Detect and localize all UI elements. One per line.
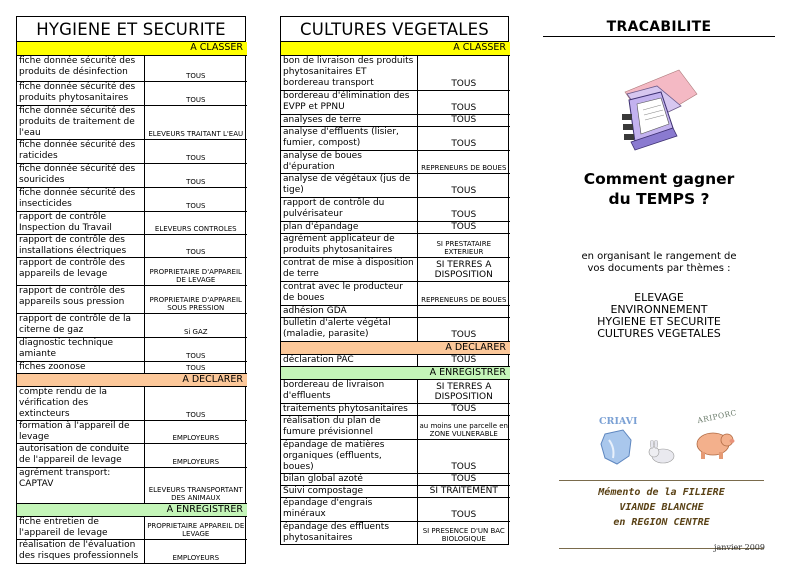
cover-title: TRACABILITE — [606, 19, 712, 35]
headline-line1: Comment gagner — [583, 170, 735, 188]
ariporc-logo-text: ARIPORC — [696, 407, 738, 426]
document-label: fiche donnée sécurité des produits de désinfection — [17, 55, 144, 81]
theme-item: ENVIRONNEMENT — [610, 303, 708, 316]
theme-item: CULTURES VEGETALES — [597, 327, 721, 340]
table-row — [281, 197, 510, 221]
section-label: A DECLARER — [17, 373, 247, 386]
edition-date: janvier 2009 — [714, 543, 765, 552]
document-label: traitements phytosanitaires — [281, 403, 417, 415]
document-label: analyse de végétaux (jus de tige) — [281, 173, 417, 197]
table-row — [281, 497, 510, 521]
concerned-label: TOUS — [144, 234, 247, 257]
document-label: fiche donnée sécurité des souricides — [17, 163, 144, 187]
document-label: bordereau de livraison d'effluents — [281, 379, 417, 403]
document-label: rapport de contrôle des installations électriques — [17, 234, 144, 257]
document-label: bordereau d'élimination des EVPP et PPNU — [281, 90, 417, 114]
concerned-label: TOUS — [417, 114, 510, 126]
table-row — [17, 139, 247, 163]
concerned-label: TOUS — [417, 317, 510, 341]
section-label: A DECLARER — [281, 341, 510, 354]
document-label: adhésion GDA — [281, 305, 417, 317]
table-row — [281, 317, 510, 341]
concerned-label: REPRENEURS DE BOUES — [417, 150, 510, 173]
concerned-label: REPRENEURS DE BOUES — [417, 281, 510, 305]
hygiene-securite-panel — [16, 16, 246, 564]
document-label: agrément applicateur de produits phytosanitaires — [281, 233, 417, 257]
concerned-label: TOUS — [417, 221, 510, 233]
concerned-label: ELEVEURS TRANSPORTANT DES ANIMAUX — [144, 467, 247, 503]
section-header — [281, 42, 510, 55]
table-row — [17, 313, 247, 337]
document-label: compte rendu de la vérification des extincteurs — [17, 386, 144, 420]
hygiene-table — [17, 42, 247, 563]
document-label: contrat avec le producteur de boues — [281, 281, 417, 305]
document-label: bilan global azoté — [281, 473, 417, 485]
cultures-table — [281, 42, 510, 544]
document-label: fiche donnée sécurité des produits phytosanitaires — [17, 81, 144, 105]
concerned-label: TOUS — [417, 473, 510, 485]
table-row — [17, 285, 247, 313]
table-row — [281, 221, 510, 233]
subtitle-line1: en organisant le rangement de — [581, 251, 737, 262]
table-row — [17, 337, 247, 361]
cover-panel — [541, 16, 777, 556]
concerned-label: ELEVEURS CONTROLES — [144, 211, 247, 234]
document-label: fiche donnée sécurité des produits de traitement de l'eau — [17, 105, 144, 139]
concerned-label: TOUS — [417, 126, 510, 150]
document-label: déclaration PAC — [281, 354, 417, 366]
section-header — [17, 42, 247, 55]
panel-title: HYGIENE ET SECURITE — [17, 17, 245, 42]
theme-item: ELEVAGE — [634, 291, 684, 304]
document-label: fiche entretien de l'appareil de levage — [17, 516, 144, 539]
concerned-label: EMPLOYEURS — [144, 420, 247, 443]
table-row — [281, 403, 510, 415]
table-row — [281, 55, 510, 90]
section-label: A CLASSER — [281, 42, 510, 55]
memento-box — [559, 480, 764, 549]
document-label: bulletin d'alerte végétal (maladie, parasite) — [281, 317, 417, 341]
table-row — [281, 257, 510, 281]
concerned-label: TOUS — [144, 163, 247, 187]
rabbit-icon — [647, 440, 677, 464]
document-label: analyse d'effluents (lisier, fumier, compost) — [281, 126, 417, 150]
concerned-label: TOUS — [144, 187, 247, 211]
table-row — [281, 305, 510, 317]
subtitle — [541, 251, 777, 275]
concerned-label: SI TERRES A DISPOSITION — [417, 257, 510, 281]
table-row — [17, 420, 247, 443]
section-header — [17, 373, 247, 386]
document-label: réalisation du plan de fumure prévisionnel — [281, 415, 417, 439]
cultures-vegetales-panel — [280, 16, 509, 545]
table-row — [17, 257, 247, 285]
table-row — [281, 415, 510, 439]
table-row — [17, 163, 247, 187]
memento-line: en REGION CENTRE — [613, 517, 710, 528]
concerned-label: TOUS — [417, 90, 510, 114]
table-row — [281, 354, 510, 366]
table-row — [17, 361, 247, 373]
table-row — [281, 233, 510, 257]
concerned-label: TOUS — [417, 403, 510, 415]
memento-line: Mémento de la FILIERE — [598, 487, 725, 498]
document-label: fiche donnée sécurité des raticides — [17, 139, 144, 163]
table-row — [17, 105, 247, 139]
table-row — [17, 234, 247, 257]
panel-title: CULTURES VEGETALES — [281, 17, 508, 42]
partner-logos — [591, 404, 741, 474]
theme-list — [541, 292, 777, 340]
table-row — [281, 114, 510, 126]
concerned-label: TOUS — [417, 55, 510, 90]
section-header — [17, 503, 247, 516]
table-row — [17, 516, 247, 539]
concerned-label: TOUS — [144, 337, 247, 361]
document-label: épandage des effluents phytosanitaires — [281, 521, 417, 544]
document-label: contrat de mise à disposition de terre — [281, 257, 417, 281]
subtitle-line2: vos documents par thèmes : — [587, 263, 731, 274]
concerned-label: ELEVEURS TRAITANT L'EAU — [144, 105, 247, 139]
concerned-label: TOUS — [417, 497, 510, 521]
concerned-label: TOUS — [144, 386, 247, 420]
document-label: réalisation de l'évaluation des risques professionnels — [17, 539, 144, 563]
concerned-label: SI TRAITEMENT — [417, 485, 510, 497]
table-row — [281, 485, 510, 497]
table-row — [17, 81, 247, 105]
table-row — [17, 539, 247, 563]
document-label: rapport de contrôle des appareils de levage — [17, 257, 144, 285]
document-label: plan d'épandage — [281, 221, 417, 233]
table-row — [17, 55, 247, 81]
table-row — [281, 150, 510, 173]
concerned-label: TOUS — [417, 439, 510, 473]
table-row — [281, 521, 510, 544]
document-label: formation à l'appareil de levage — [17, 420, 144, 443]
section-header — [281, 366, 510, 379]
table-row — [281, 281, 510, 305]
concerned-label: Si GAZ — [144, 313, 247, 337]
document-label: épandage d'engrais minéraux — [281, 497, 417, 521]
headline-line2: du TEMPS ? — [608, 190, 710, 208]
table-row — [17, 386, 247, 420]
headline — [541, 169, 777, 209]
table-row — [281, 439, 510, 473]
section-label: A ENREGISTRER — [17, 503, 247, 516]
concerned-label: PROPRIETAIRE APPAREIL DE LEVAGE — [144, 516, 247, 539]
title-rule — [543, 36, 775, 37]
concerned-label: TOUS — [417, 173, 510, 197]
pig-icon — [691, 424, 737, 462]
region-map-icon — [599, 428, 635, 466]
concerned-label: SI TERRES A DISPOSITION — [417, 379, 510, 403]
table-row — [17, 187, 247, 211]
concerned-label: EMPLOYEURS — [144, 539, 247, 563]
concerned-label: TOUS — [144, 361, 247, 373]
table-row — [281, 473, 510, 485]
document-label: rapport de contrôle du pulvérisateur — [281, 197, 417, 221]
binder-folder-icon — [617, 64, 699, 152]
table-row — [281, 379, 510, 403]
section-header — [281, 341, 510, 354]
document-label: fiche donnée sécurité des insecticides — [17, 187, 144, 211]
document-label: analyse de boues d'épuration — [281, 150, 417, 173]
table-row — [17, 467, 247, 503]
table-row — [17, 443, 247, 467]
concerned-label: SI PRESENCE D'UN BAC BIOLOGIQUE — [417, 521, 510, 544]
concerned-label: TOUS — [144, 55, 247, 81]
document-label: Suivi compostage — [281, 485, 417, 497]
section-label: A ENREGISTRER — [281, 366, 510, 379]
concerned-label: PROPRIETAIRE D'APPAREIL SOUS PRESSION — [144, 285, 247, 313]
document-label: bon de livraison des produits phytosanitaires ET bordereau transport — [281, 55, 417, 90]
document-label: agrément transport: CAPTAV — [17, 467, 144, 503]
document-label: fiches zoonose — [17, 361, 144, 373]
document-label: analyses de terre — [281, 114, 417, 126]
table-row — [281, 173, 510, 197]
concerned-label: PROPRIETAIRE D'APPAREIL DE LEVAGE — [144, 257, 247, 285]
table-row — [17, 211, 247, 234]
document-label: épandage de matières organiques (effluents, boues) — [281, 439, 417, 473]
concerned-label: au moins une parcelle en ZONE VULNERABLE — [417, 415, 510, 439]
criavi-logo-text: CRIAVI — [599, 416, 638, 427]
table-row — [281, 126, 510, 150]
concerned-label: TOUS — [144, 81, 247, 105]
concerned-label: EMPLOYEURS — [144, 443, 247, 467]
document-label: rapport de contrôle des appareils sous pression — [17, 285, 144, 313]
concerned-label: TOUS — [144, 139, 247, 163]
table-row — [281, 90, 510, 114]
section-label: A CLASSER — [17, 42, 247, 55]
theme-item: HYGIENE ET SECURITE — [597, 315, 721, 328]
concerned-label: SI PRESTATAIRE EXTERIEUR — [417, 233, 510, 257]
concerned-label: TOUS — [417, 354, 510, 366]
concerned-label: TOUS — [417, 197, 510, 221]
document-label: rapport de contrôle de la citerne de gaz — [17, 313, 144, 337]
document-label: autorisation de conduite de l'appareil de levage — [17, 443, 144, 467]
document-label: diagnostic technique amiante — [17, 337, 144, 361]
memento-line: VIANDE BLANCHE — [619, 502, 704, 513]
document-label: rapport de contrôle Inspection du Travail — [17, 211, 144, 234]
concerned-label — [417, 305, 510, 317]
